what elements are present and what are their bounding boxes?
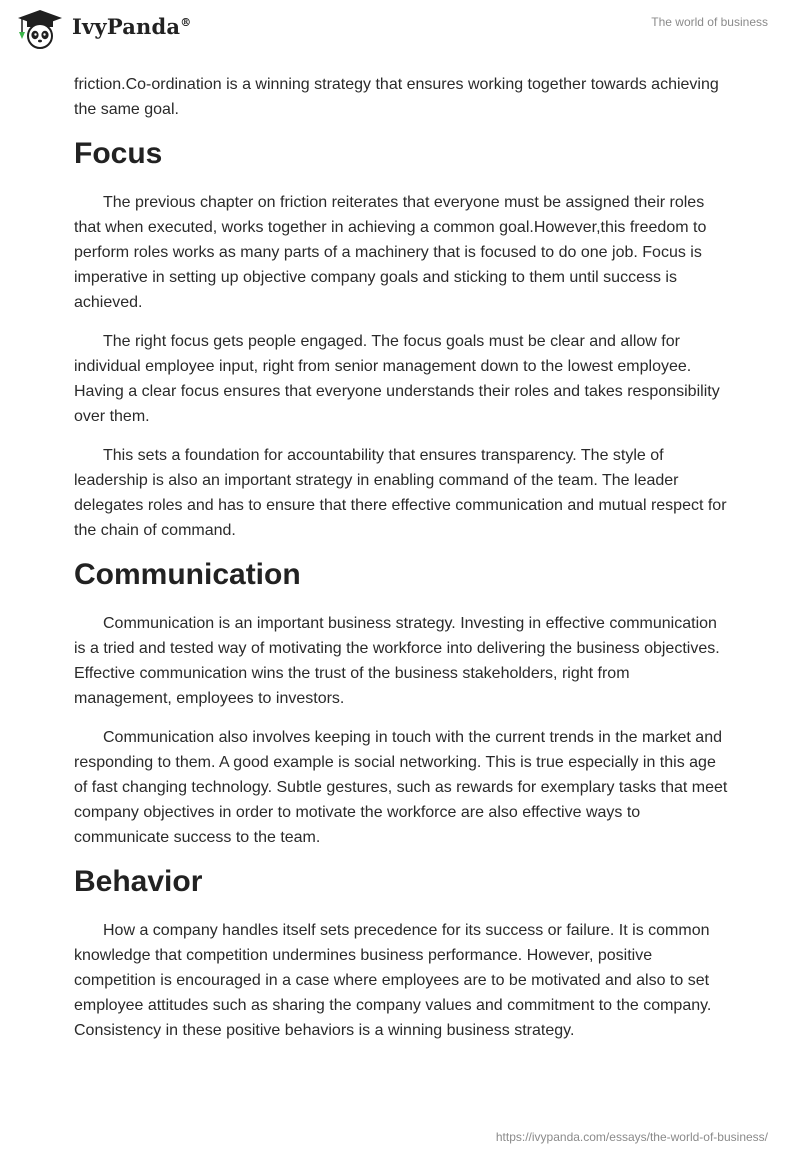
essay-content	[74, 72, 729, 1057]
document-title: The world of business	[651, 15, 768, 29]
logo-text: IvyPanda®	[72, 13, 192, 39]
section-heading-behavior: Behavior	[74, 865, 203, 898]
source-url-link[interactable]: https://ivypanda.com/essays/the-world-of-business/	[495, 1130, 768, 1144]
focus-paragraph-3: This sets a foundation for accountability that ensures transparency. The style of leadership is also an important strategy in enabling command of the team. The leader delegates roles and has to ensure that there effective communication and mutual respect for the chain of command.	[74, 447, 727, 539]
panda-graduate-icon	[14, 8, 66, 50]
section-heading-communication: Communication	[74, 558, 301, 591]
page-header	[0, 0, 800, 62]
logo[interactable]	[14, 8, 191, 50]
intro-paragraph: friction.Co-ordination is a winning strategy that ensures working together towards achieving the same goal.	[74, 76, 719, 118]
focus-paragraph-1: The previous chapter on friction reiterates that everyone must be assigned their roles that when executed, works together in achieving a common goal.However,this freedom to perform roles works as many parts of a machinery that is focused to do one job. Focus is imperative in setting up objective company goals and sticking to them until success is achieved.	[74, 194, 707, 311]
focus-paragraph-2: The right focus gets people engaged. The focus goals must be clear and allow for individual employee input, right from senior management down to the lowest employee. Having a clear focus ensures that everyone understands their roles and takes responsibility over them.	[74, 333, 720, 425]
communication-paragraph-2: Communication also involves keeping in touch with the current trends in the market and responding to them. A good example is social networking. This is true especially in this age of fast changing technology. Subtle gestures, such as rewards for exemplary tasks that meet company objectives in order to motivate the workforce are also effective ways to communicate success to the team.	[74, 729, 728, 846]
behavior-paragraph-1: How a company handles itself sets precedence for its success or failure. It is common knowledge that competition undermines business performance. However, positive competition is encouraged in a case where employees are to be motivated and also to set employee attitudes such as sharing the company values and commitment to the company. Consistency in these positive behaviors is a winning business strategy.	[74, 922, 712, 1039]
section-heading-focus: Focus	[74, 137, 163, 170]
communication-paragraph-1: Communication is an important business strategy. Investing in effective communication is a tried and tested way of motivating the workforce into delivering the business objectives. Effective communication wins the trust of the business stakeholders, right from management, employees to investors.	[74, 615, 720, 707]
